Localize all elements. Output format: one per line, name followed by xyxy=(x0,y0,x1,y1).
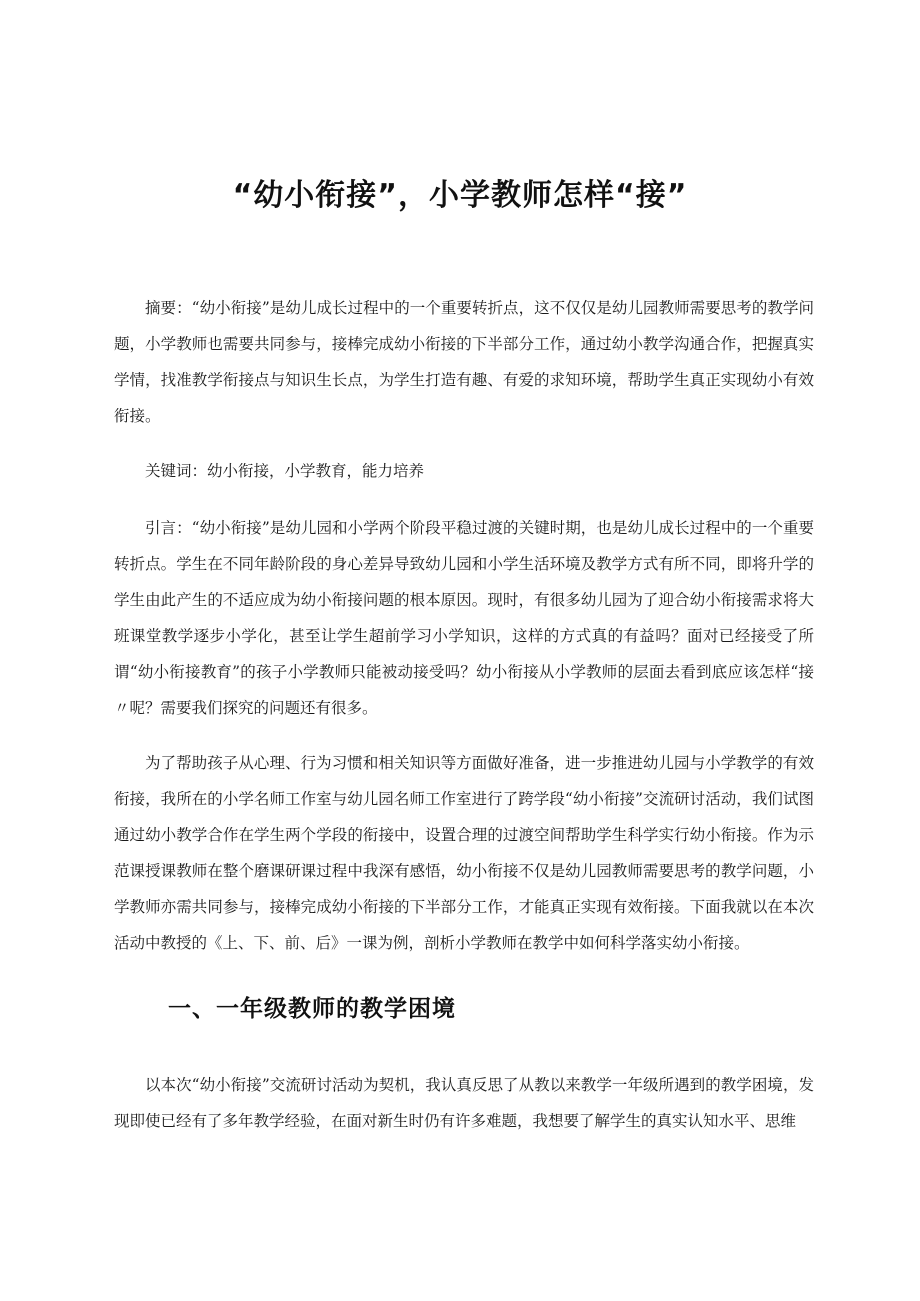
intro-paragraph: 引言：“幼小衔接”是幼儿园和小学两个阶段平稳过渡的关键时期，也是幼儿成长过程中的一个重要转折点。学生在不同年龄阶段的身心差异导致幼儿园和小学生活环境及教学方式有所不同，即将升学的学生由此产生的不适应成为幼小衔接问题的根本原因。现时，有很多幼儿园为了迎合幼小衔接需求将大班课堂教学逐步小学化，甚至让学生超前学习小学知识，这样的方式真的有益吗？面对已经接受了所谓“幼小衔接教育”的孩子小学教师只能被动接受吗？幼小衔接从小学教师的层面去看到底应该怎样“接〃呢？需要我们探究的问题还有很多。 xyxy=(114,519,814,717)
keywords-paragraph: 关键词：幼小衔接，小学教育，能力培养 xyxy=(145,462,425,480)
section-heading: 一、一年级教师的教学困境 xyxy=(168,996,456,1022)
section-paragraph: 以本次“幼小衔接”交流研讨活动为契机，我认真反思了从教以来教学一年级所遇到的教学困境，发现即使已经有了多年教学经验，在面对新生时仍有许多难题，我想要了解学生的真实认知水平、思维 xyxy=(114,1076,814,1130)
body-paragraph: 为了帮助孩子从心理、行为习惯和相关知识等方面做好准备，进一步推进幼儿园与小学教学的有效衔接，我所在的小学名师工作室与幼儿园名师工作室进行了跨学段“幼小衔接”交流研讨活动，我们试图通过幼小教学合作在学生两个学段的衔接中，设置合理的过渡空间帮助学生科学实行幼小衔接。作为示范课授课教师在整个磨课研课过程中我深有感悟，幼小衔接不仅是幼儿园教师需要思考的教学问题，小学教师亦需共同参与，接棒完成幼小衔接的下半部分工作，才能真正实现有效衔接。下面我就以在本次活动中教授的《上、下、前、后》一课为例，剖析小学教师在教学中如何科学落实幼小衔接。 xyxy=(114,754,814,952)
document-title: “幼小衔接”，小学教师怎样“接” xyxy=(232,178,688,214)
abstract-paragraph: 摘要：“幼小衔接”是幼儿成长过程中的一个重要转折点，这不仅仅是幼儿园教师需要思考的教学问题，小学教师也需要共同参与，接棒完成幼小衔接的下半部分工作，通过幼小教学沟通合作，把握真实学情，找准教学衔接点与知识生长点，为学生打造有趣、有爱的求知环境，帮助学生真正实现幼小有效衔接。 xyxy=(114,299,814,425)
